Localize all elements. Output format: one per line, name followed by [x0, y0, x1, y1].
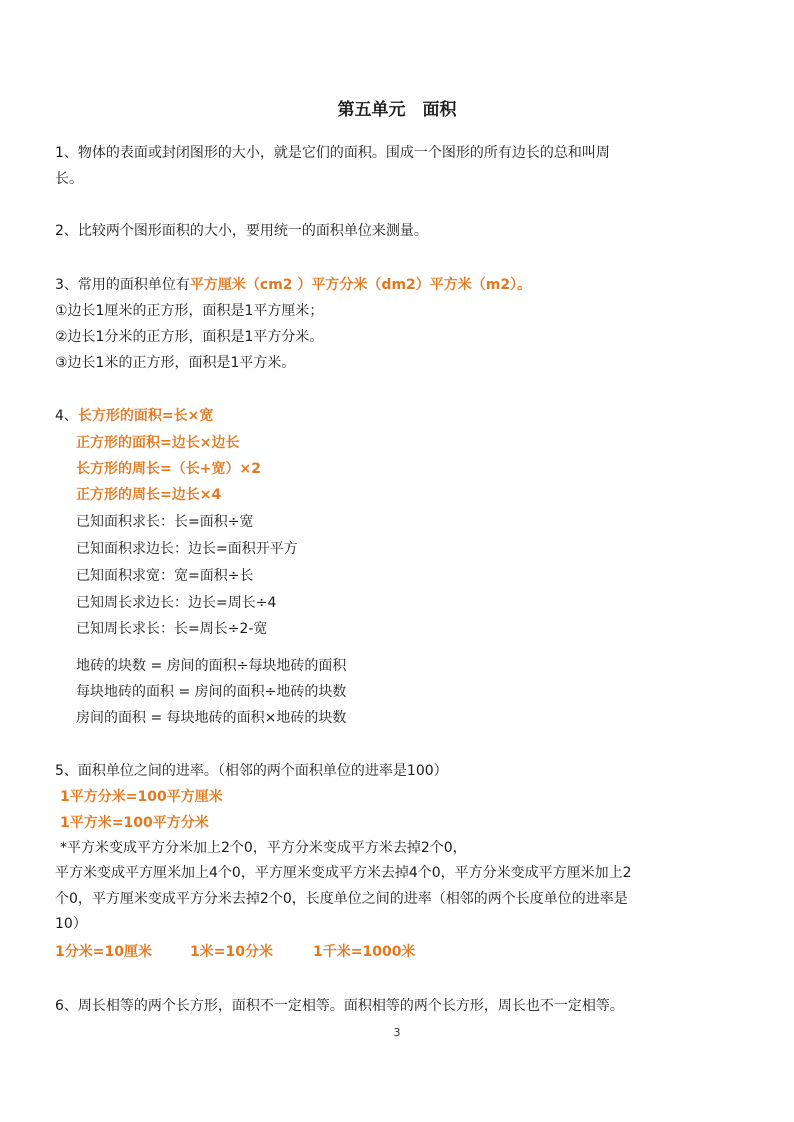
section-3-item-2: ②边长1分米的正方形，面积是1平方分米。 — [55, 329, 324, 345]
page-number: 3 — [393, 1026, 401, 1039]
formula-square-perimeter: 正方形的周长=边长×4 — [76, 487, 222, 503]
section-4-prefix: 4、 — [55, 408, 78, 424]
rate-square-meter: 1平方米=100平方分米 — [60, 815, 209, 831]
section-3-item-1: ①边长1厘米的正方形，面积是1平方厘米； — [55, 303, 324, 319]
area-units-highlight: 平方厘米（cm2 ）平方分米（dm2）平方米（m2）。 — [189, 277, 532, 293]
formula-square-area: 正方形的面积=边长×边长 — [76, 435, 240, 451]
section-1-line-2: 长。 — [55, 171, 83, 187]
section-2-line-1: 2、比较两个图形面积的大小，要用统一的面积单位来测量。 — [55, 223, 428, 239]
derived-formula-3: 已知面积求宽：宽=面积÷长 — [76, 568, 254, 584]
section-1-line-1: 1、物体的表面或封闭图形的大小，就是它们的面积。围成一个图形的所有边长的总和叫周 — [55, 145, 610, 161]
derived-formula-4: 已知周长求边长：边长=周长÷4 — [76, 595, 277, 611]
length-rate-decimeter: 1分米=10厘米 — [55, 944, 152, 960]
formula-rectangle-area: 长方形的面积=长×宽 — [77, 408, 214, 424]
conversion-note-1: *平方米变成平方分米加上2个0，平方分米变成平方米去掉2个0， — [60, 840, 467, 856]
length-rate-kilometer: 1千米=1000米 — [313, 944, 416, 960]
conversion-note-2: 平方米变成平方厘米加上4个0，平方厘米变成平方米去掉4个0，平方分米变成平方厘米加上2 — [55, 865, 632, 881]
section-3-item-3: ③边长1米的正方形，面积是1平方米。 — [55, 355, 296, 371]
tile-formula-2: 每块地砖的面积 = 房间的面积÷地砖的块数 — [76, 684, 347, 700]
section-3-prefix: 3、常用的面积单位有 — [55, 277, 190, 293]
section-3-heading — [55, 275, 531, 295]
section-4-line-1 — [55, 406, 213, 426]
conversion-note-3: 个0，平方厘米变成平方分米去掉2个0，长度单位之间的进率（相邻的两个长度单位的进率是 — [55, 891, 628, 907]
tile-formula-1: 地砖的块数 = 房间的面积÷每块地砖的面积 — [76, 658, 347, 674]
section-5-heading: 5、面积单位之间的进率。（相邻的两个面积单位的进率是100） — [55, 763, 448, 779]
formula-rectangle-perimeter: 长方形的周长=（长+宽）×2 — [76, 461, 261, 477]
tile-formula-3: 房间的面积 = 每块地砖的面积×地砖的块数 — [76, 710, 347, 726]
page-title: 第五单元 面积 — [337, 100, 457, 120]
conversion-note-4: 10） — [55, 916, 87, 932]
section-6-line-1: 6、周长相等的两个长方形，面积不一定相等。面积相等的两个长方形，周长也不一定相等。 — [55, 998, 624, 1014]
derived-formula-5: 已知周长求长：长=周长÷2-宽 — [76, 621, 268, 637]
derived-formula-1: 已知面积求长：长=面积÷宽 — [76, 514, 254, 530]
derived-formula-2: 已知面积求边长：边长=面积开平方 — [76, 541, 298, 557]
rate-square-decimeter: 1平方分米=100平方厘米 — [60, 789, 223, 805]
length-rate-meter: 1米=10分米 — [190, 944, 273, 960]
